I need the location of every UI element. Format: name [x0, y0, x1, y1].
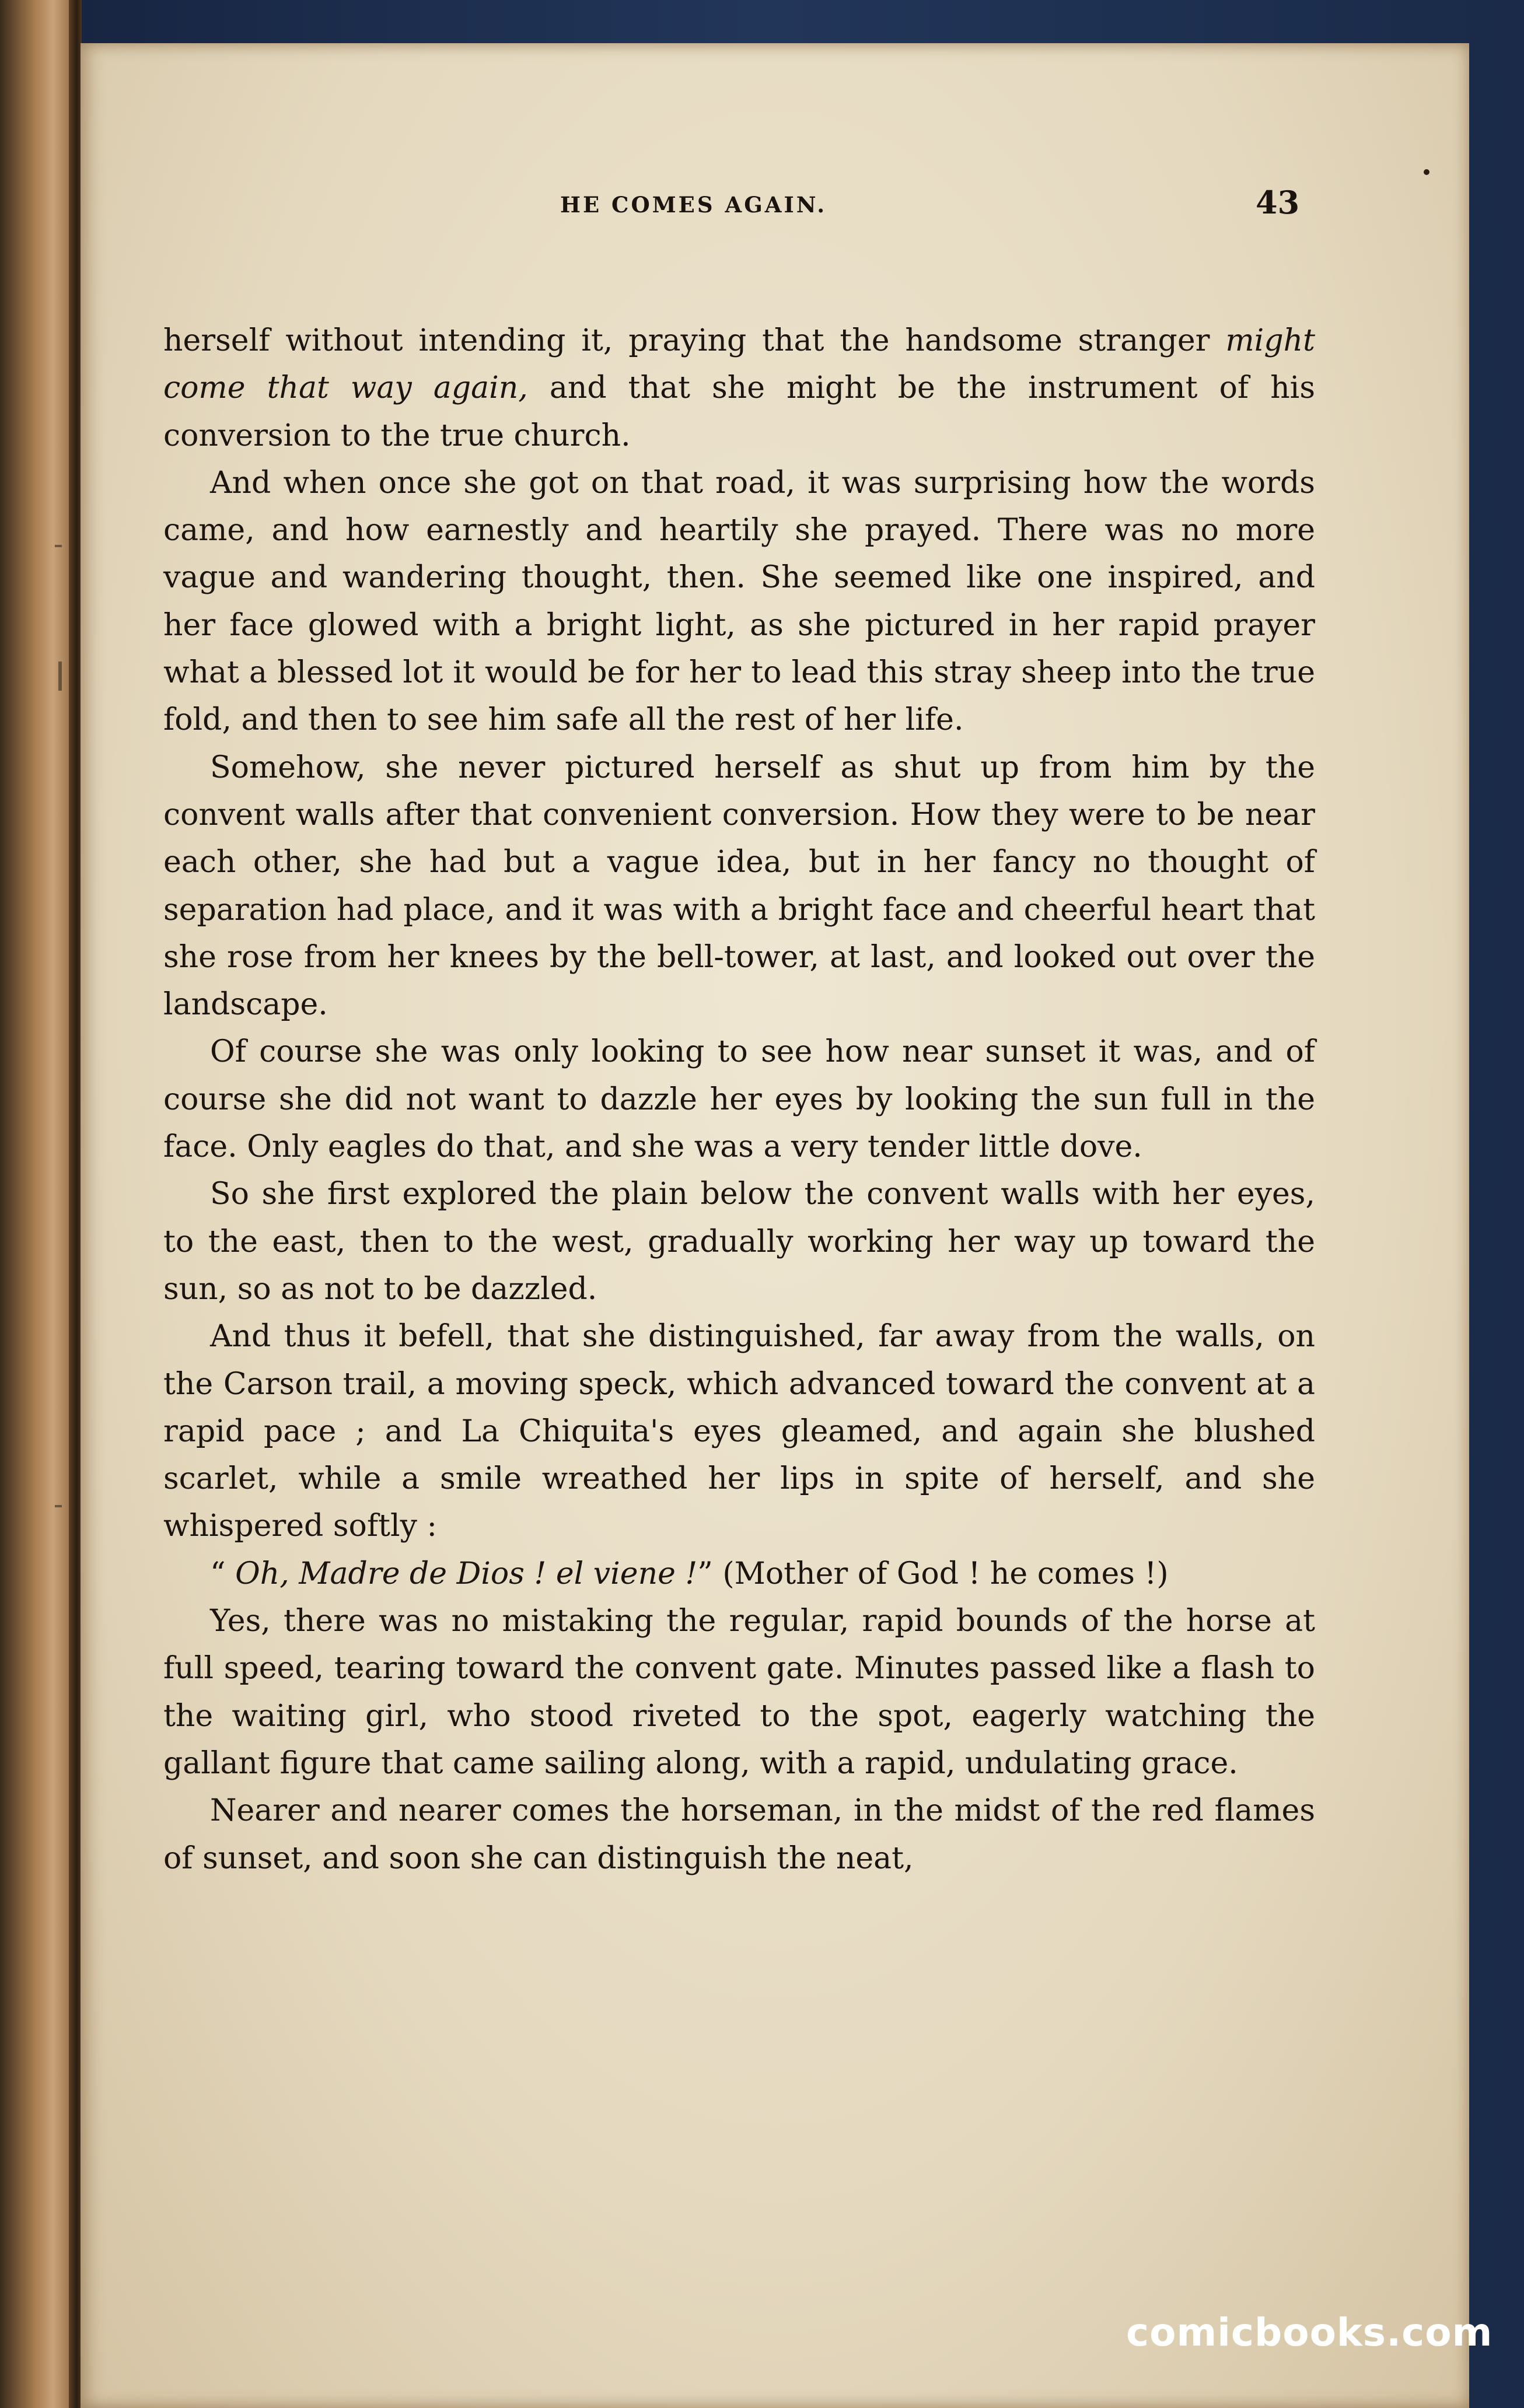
margin-mark: [55, 1505, 62, 1507]
book-spine-shadow: [69, 0, 82, 2408]
paragraph: [163, 1313, 1315, 1550]
paragraph: [163, 1171, 1315, 1313]
text-run: Of course she was only looking to see how near sunset it was, and of course she did not want to dazzle her eyes by looking the sun full in the face. Only eagles do that, and she was a very tender little dove.: [163, 1034, 1315, 1165]
margin-mark: [55, 545, 62, 547]
page-number: 43: [1256, 184, 1300, 221]
italic-text-run: Oh, Madre de Dios ! el viene !: [235, 1556, 698, 1591]
text-run: “: [210, 1556, 236, 1591]
previous-page-edge: [0, 0, 76, 2408]
paragraph: [163, 1787, 1315, 1882]
paragraph: [163, 1028, 1315, 1171]
running-head: [81, 184, 1469, 239]
text-run: Yes, there was no mistaking the regular, rapid bounds of the horse at full speed, tearing toward the convent gate. Minutes passed like a flash to the waiting girl, who stood riveted to the spot, eagerly watching the gallant figure that came sailing along, with a rapid, undulating grace.: [163, 1604, 1315, 1781]
text-run: ” (Mother of God ! he comes !): [697, 1556, 1169, 1591]
book-page: [81, 43, 1469, 2408]
margin-mark: [58, 662, 62, 691]
watermark-text: comicbooks.com: [1126, 2310, 1493, 2355]
text-run: And thus it befell, that she distinguished, far away from the walls, on the Carson trail, a moving speck, which advanced toward the convent at a rapid pace ; and La Chiquita's eyes gleamed, and again she blushed scarlet, while a smile wreathed her lips in spite of herself, and she whispered softly :: [163, 1319, 1315, 1544]
text-run: Nearer and nearer comes the horseman, in the midst of the red flames of sunset, and soon she can distinguish the neat,: [163, 1793, 1315, 1876]
paragraph: [163, 460, 1315, 744]
text-run: And when once she got on that road, it was surprising how the words came, and how earnestly and heartily she prayed. There was no more vague and wandering thought, then. She seemed like one inspired, and her face glowed with a bright light, as she pictured in her rapid prayer what a blessed lot it would be for her to lead this stray sheep into the true fold, and then to see him safe all the rest of her life.: [163, 465, 1315, 738]
paragraph: [163, 1550, 1315, 1598]
text-run: herself without intending it, praying that the handsome stranger: [163, 323, 1226, 358]
ink-speck: [1424, 169, 1429, 175]
text-run: and that she might be the instrument of his conversion to the true church.: [163, 370, 1315, 453]
paragraph: [163, 1598, 1315, 1787]
paragraph: [163, 317, 1315, 460]
body-text: [163, 317, 1315, 1882]
italic-text-run: might come that way again,: [163, 323, 1315, 406]
running-head-title: HE COMES AGAIN.: [560, 192, 827, 218]
text-run: So she first explored the plain below the convent walls with her eyes, to the east, then to the west, gradually working her way up toward the sun, so as not to be dazzled.: [163, 1177, 1315, 1307]
paragraph: [163, 744, 1315, 1029]
text-run: Somehow, she never pictured herself as shut up from him by the convent walls after that convenient conversion. How they were to be near each other, she had but a vague idea, but in her fancy no thought of separation had place, and it was with a bright face and cheerful heart that she rose from her knees by the bell-tower, at last, and looked out over the landscape.: [163, 750, 1315, 1023]
